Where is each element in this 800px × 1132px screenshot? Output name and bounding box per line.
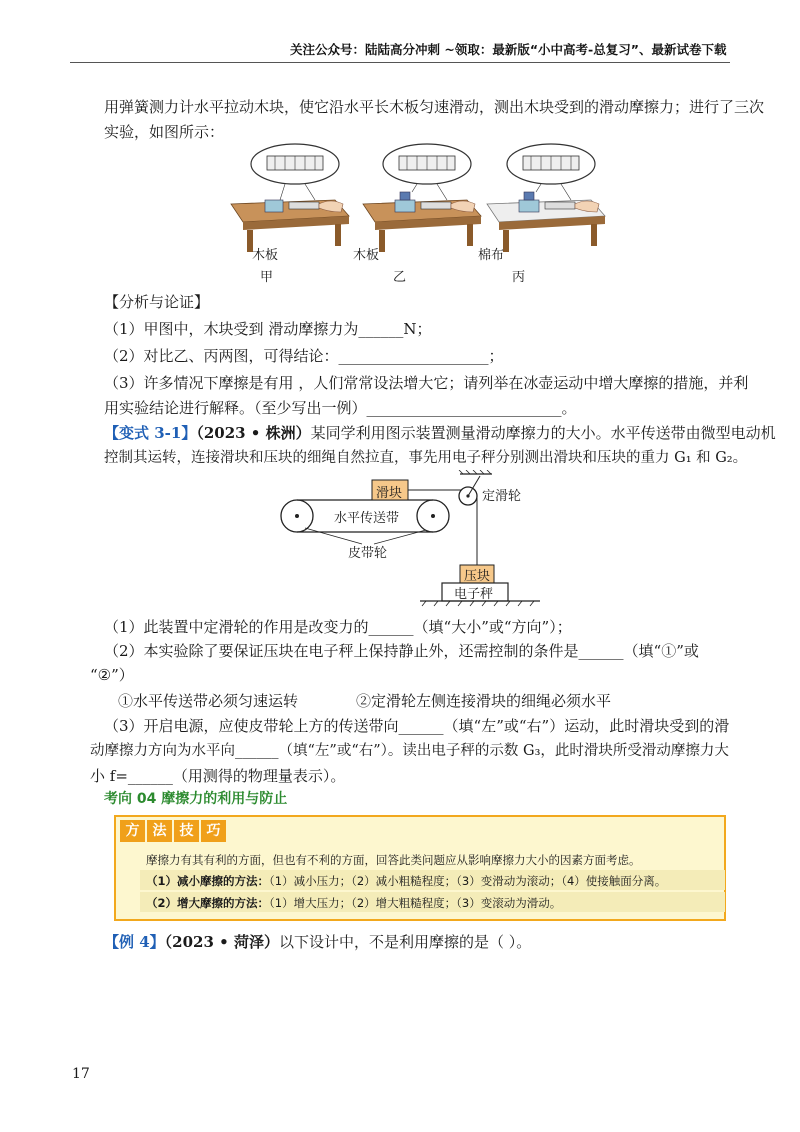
section-title: 考向 04 摩擦力的利用与防止 <box>104 791 288 807</box>
panel-jia-caption: 甲 <box>260 270 274 285</box>
variant-line-1 <box>104 420 776 447</box>
example-text: 以下设计中，不是利用摩擦的是（ ）。 <box>278 933 532 951</box>
panel-jia <box>231 144 349 252</box>
tips-reduce-text: （1）减小压力；（2）减小粗糙程度；（3）变滑动为滚动；（4）使接触面分离。 <box>269 874 667 888</box>
variant-line-1-text: 某同学利用图示装置测量滑动摩擦力的大小。水平传送带由微型电动机 <box>310 424 776 442</box>
example-tag: 【例 4】 <box>104 933 165 951</box>
option-1: ①水平传送带必须匀速运转 <box>118 692 299 710</box>
analysis-question-3-line-1: （3）许多情况下摩擦是有用 ，人们常常设法增大它；请列举在冰壶运动中增大摩擦的措施，并利 <box>104 374 749 392</box>
tips-title-char-2: 法 <box>147 820 172 842</box>
tips-reduce-row <box>146 873 666 889</box>
intro-line-2: 实验，如图所示： <box>104 123 225 141</box>
tips-reduce-label: （1）减小摩擦的方法： <box>146 874 270 888</box>
tips-increase-text: （1）增大压力；（2）增大粗糙程度；（3）变滚动为滑动。 <box>269 896 562 910</box>
panel-yi <box>363 144 481 252</box>
option-2: ②定滑轮左侧连接滑块的细绳必须水平 <box>356 692 612 710</box>
analysis-question-2: （2）对比乙、丙两图，可得结论：____________________； <box>104 347 504 365</box>
variant-question-3-line-3: 小 f=______（用测得的物理量表示）。 <box>90 767 346 785</box>
example-line <box>104 929 531 956</box>
tips-increase-label: （2）增大摩擦的方法： <box>146 896 270 910</box>
variant-line-2: 控制其运转，连接滑块和压块的细绳自然拉直，事先用电子秤分别测出滑块和压块的重力 G₁ 和 G₂。 <box>104 450 748 466</box>
tips-title-char-1: 方 <box>120 820 145 842</box>
page-number: 17 <box>72 1066 90 1082</box>
tips-increase-row <box>146 895 561 911</box>
panel-yi-surface: 木板 <box>353 248 380 263</box>
wheels-label: 皮带轮 <box>348 546 388 561</box>
header-note: 关注公众号：陆陆高分冲刺 ~领取：最新版“小中高考-总复习”、最新试卷下载 <box>290 42 727 57</box>
tips-intro: 摩擦力有其有利的方面，但也有不利的方面，回答此类问题应从影响摩擦力大小的因素方面考虑。 <box>146 853 641 867</box>
header-rule <box>70 62 730 63</box>
variant-question-2-line-2: “②”） <box>90 666 134 684</box>
tips-title <box>120 820 226 842</box>
belt-label: 水平传送带 <box>334 511 400 526</box>
analysis-question-3-line-2: 用实验结论进行解释。（至少写出一例）__________________________。 <box>104 399 577 417</box>
variant-source: （2023 • 株洲） <box>196 424 311 442</box>
variant-question-3-line-2: 动摩擦力方向为水平向______（填“左”或“右”）。读出电子秤的示数 G₃，此时滑块所受滑动摩擦力大 <box>90 743 729 759</box>
analysis-question-1: （1）甲图中，木块受到 滑动摩擦力为______N； <box>104 320 432 338</box>
slider-label: 滑块 <box>376 486 403 501</box>
tips-title-char-4: 巧 <box>201 820 226 842</box>
variant-question-3-line-1: （3）开启电源，应使皮带轮上方的传送带向______（填“左”或“右”）运动，此时滑块受到的滑 <box>104 717 730 735</box>
panel-jia-surface: 木板 <box>252 248 279 263</box>
intro-line-1: 用弹簧测力计水平拉动木块，使它沿水平长木板匀速滑动，测出木块受到的滑动摩擦力；进行了三次 <box>104 98 765 116</box>
tips-title-char-3: 技 <box>174 820 199 842</box>
analysis-heading: 【分析与论证】 <box>104 293 210 311</box>
friction-experiment-figure <box>225 142 615 282</box>
panel-yi-caption: 乙 <box>393 270 407 285</box>
panel-bing-surface: 棉布 <box>478 248 505 263</box>
variant-question-2-line-1: （2）本实验除了要保证压块在电子秤上保持静止外，还需控制的条件是______（填“①”或 <box>104 642 699 660</box>
pulley-label: 定滑轮 <box>482 489 522 504</box>
example-source: （2023 • 菏泽） <box>164 933 279 951</box>
block-label: 压块 <box>464 569 491 584</box>
variant-question-1: （1）此装置中定滑轮的作用是改变力的______（填“大小”或“方向”）； <box>104 618 572 636</box>
panel-bing <box>487 144 605 252</box>
panel-bing-caption: 丙 <box>512 270 526 285</box>
variant-tag: 【变式 3-1】 <box>104 424 197 442</box>
scale-label: 电子秤 <box>454 587 494 602</box>
